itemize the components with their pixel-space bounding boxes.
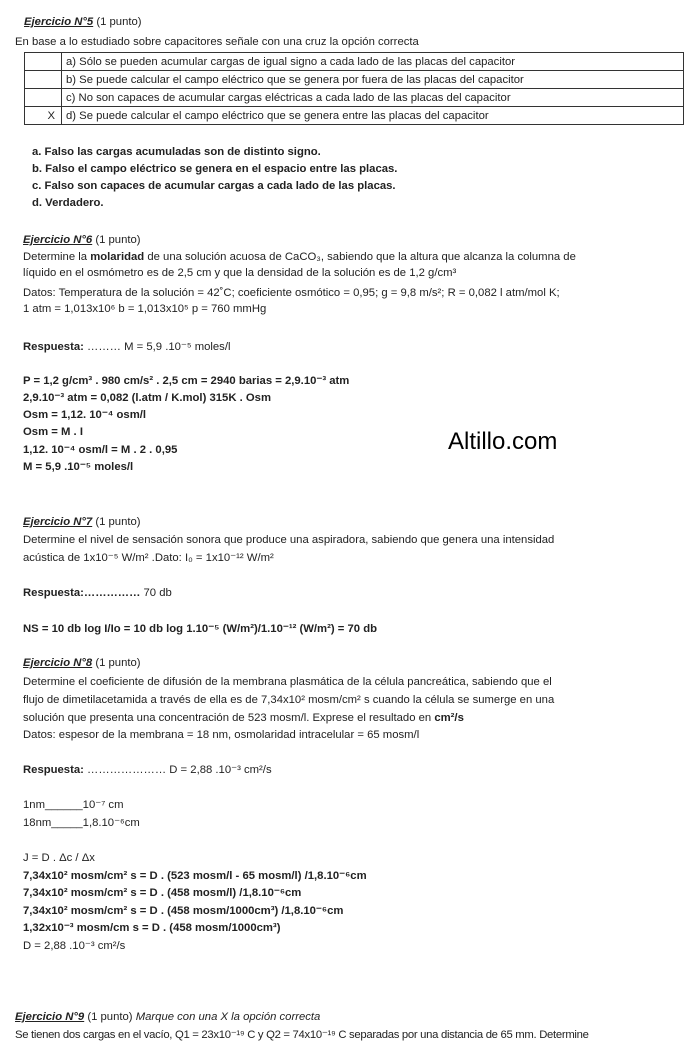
ej9-heading xyxy=(15,1009,320,1025)
option-mark[interactable] xyxy=(25,89,62,107)
ej6-response xyxy=(23,339,230,355)
ej5-options-table xyxy=(24,52,684,125)
ej6-title: Ejercicio N°6 xyxy=(23,234,93,246)
table-row xyxy=(25,71,684,89)
ej5-points: (1 punto) xyxy=(93,16,142,28)
calc-line: 2,9.10⁻³ atm = 0,082 (l.atm / K.mol) 315K . Osm xyxy=(23,392,272,404)
response-value: ………………… D = 2,88 .10⁻³ cm²/s xyxy=(83,764,272,776)
ej8-heading xyxy=(23,655,141,671)
ej6-statement: líquido en el osmómetro es de 2,5 cm y que la densidad de la solución es de 1,2 g/cm³ xyxy=(23,267,457,279)
ej5-answer: c. Falso son capaces de acumular cargas a cada lado de las placas. xyxy=(32,180,396,192)
calc-line: Osm = M . I xyxy=(23,426,83,438)
calc-line: M = 5,9 .10⁻⁵ moles/l xyxy=(23,461,134,473)
ej8-statement xyxy=(23,710,464,726)
conv-line: 1nm______10⁻⁷ cm xyxy=(23,799,124,811)
response-label: Respuesta: xyxy=(23,341,84,353)
calc-line: NS = 10 db log I/Io = 10 db log 1.10⁻⁵ (W/m²)/1.10⁻¹² (W/m²) = 70 db xyxy=(23,623,377,635)
ej8-title: Ejercicio N°8 xyxy=(23,657,93,669)
ej7-response xyxy=(23,585,172,601)
ej5-answer: b. Falso el campo eléctrico se genera en el espacio entre las placas. xyxy=(32,163,398,175)
text-bold: molaridad xyxy=(90,251,145,263)
text: de una solución acuosa de CaCO₃, sabiendo que la altura que alcanza la columna de xyxy=(144,251,576,263)
watermark: Altillo.com xyxy=(448,428,558,455)
ej9-statement: Se tienen dos cargas en el vacío, Q1 = 23x10⁻¹⁹ C y Q2 = 74x10⁻¹⁹ C separadas por una distancia de 65 mm. Determine xyxy=(15,1029,589,1041)
response-label: Respuesta:…………… xyxy=(23,587,141,599)
ej9-instruction: Marque con una X la opción correcta xyxy=(135,1011,321,1023)
response-label: Respuesta: xyxy=(23,764,84,776)
calc-line: J = D . Δc / Δx xyxy=(23,852,95,864)
ej8-statement: flujo de dimetilacetamida a través de ella es de 7,34x10² mosm/cm² s cuando la célula se sumerge en una xyxy=(23,694,555,706)
calc-line: 7,34x10² mosm/cm² s = D . (458 mosm/1000cm³) /1,8.10⁻⁶cm xyxy=(23,905,344,917)
ej5-answer: d. Verdadero. xyxy=(32,197,104,209)
table-row xyxy=(25,53,684,71)
calc-line: 7,34x10² mosm/cm² s = D . (523 mosm/l - 65 mosm/l) /1,8.10⁻⁶cm xyxy=(23,870,367,882)
ej7-statement: acústica de 1x10⁻⁵ W/m² .Dato: I₀ = 1x10⁻¹² W/m² xyxy=(23,552,274,564)
option-mark[interactable] xyxy=(25,71,62,89)
ej9-points: (1 punto) xyxy=(84,1011,136,1023)
calc-line: Osm = 1,12. 10⁻⁴ osm/l xyxy=(23,409,147,421)
ej5-heading xyxy=(24,14,142,30)
response-value: ……… M = 5,9 .10⁻⁵ moles/l xyxy=(83,341,231,353)
ej7-title: Ejercicio N°7 xyxy=(23,516,93,528)
calc-line: 1,12. 10⁻⁴ osm/l = M . 2 . 0,95 xyxy=(23,444,178,456)
text: solución que presenta una concentración de 523 mosm/l. Exprese el resultado en xyxy=(23,712,435,724)
ej8-points: (1 punto) xyxy=(92,657,141,669)
ej6-points: (1 punto) xyxy=(92,234,141,246)
text-bold: cm²/s xyxy=(434,712,464,724)
ej5-intro: En base a lo estudiado sobre capacitores señale con una cruz la opción correcta xyxy=(15,36,419,48)
ej7-statement: Determine el nivel de sensación sonora que produce una aspiradora, sabiendo que genera una intensidad xyxy=(23,534,555,546)
table-row xyxy=(25,89,684,107)
ej6-heading xyxy=(23,232,141,248)
ej9-title: Ejercicio N°9 xyxy=(15,1011,85,1023)
conv-line: 18nm_____1,8.10⁻⁶cm xyxy=(23,817,140,829)
ej7-points: (1 punto) xyxy=(92,516,141,528)
option-text: b) Se puede calcular el campo eléctrico que se genera por fuera de las placas del capacitor xyxy=(62,71,684,89)
ej8-statement: Determine el coeficiente de difusión de la membrana plasmática de la célula pancreática, sabiendo que el xyxy=(23,676,552,688)
option-mark[interactable] xyxy=(25,53,62,71)
ej7-heading xyxy=(23,514,141,530)
option-text: c) No son capaces de acumular cargas eléctricas a cada lado de las placas del capacitor xyxy=(62,89,684,107)
option-mark[interactable]: X xyxy=(25,107,62,125)
text: Determine la xyxy=(23,251,91,263)
option-text: a) Sólo se pueden acumular cargas de igual signo a cada lado de las placas del capacitor xyxy=(62,53,684,71)
ej8-data: Datos: espesor de la membrana = 18 nm, osmolaridad intracelular = 65 mosm/l xyxy=(23,729,420,741)
ej8-response xyxy=(23,762,272,778)
calc-line: 7,34x10² mosm/cm² s = D . (458 mosm/l) /1,8.10⁻⁶cm xyxy=(23,887,302,899)
calc-line: D = 2,88 .10⁻³ cm²/s xyxy=(23,940,126,952)
ej5-title: Ejercicio N°5 xyxy=(24,16,94,28)
ej6-data: 1 atm = 1,013x10⁶ b = 1,013x10⁵ p = 760 mmHg xyxy=(23,303,267,315)
calc-line: 1,32x10⁻³ mosm/cm s = D . (458 mosm/1000cm³) xyxy=(23,922,281,934)
ej6-statement xyxy=(23,249,576,265)
option-text: d) Se puede calcular el campo eléctrico que se genera entre las placas del capacitor xyxy=(62,107,684,125)
table-row xyxy=(25,107,684,125)
response-value: 70 db xyxy=(140,587,172,599)
ej6-data: Datos: Temperatura de la solución = 42˚C; coeficiente osmótico = 0,95; g = 9,8 m/s²; R = 0,082 l atm/mol K; xyxy=(23,287,560,299)
calc-line: P = 1,2 g/cm³ . 980 cm/s² . 2,5 cm = 2940 barias = 2,9.10⁻³ atm xyxy=(23,375,350,387)
ej5-answer: a. Falso las cargas acumuladas son de distinto signo. xyxy=(32,146,321,158)
